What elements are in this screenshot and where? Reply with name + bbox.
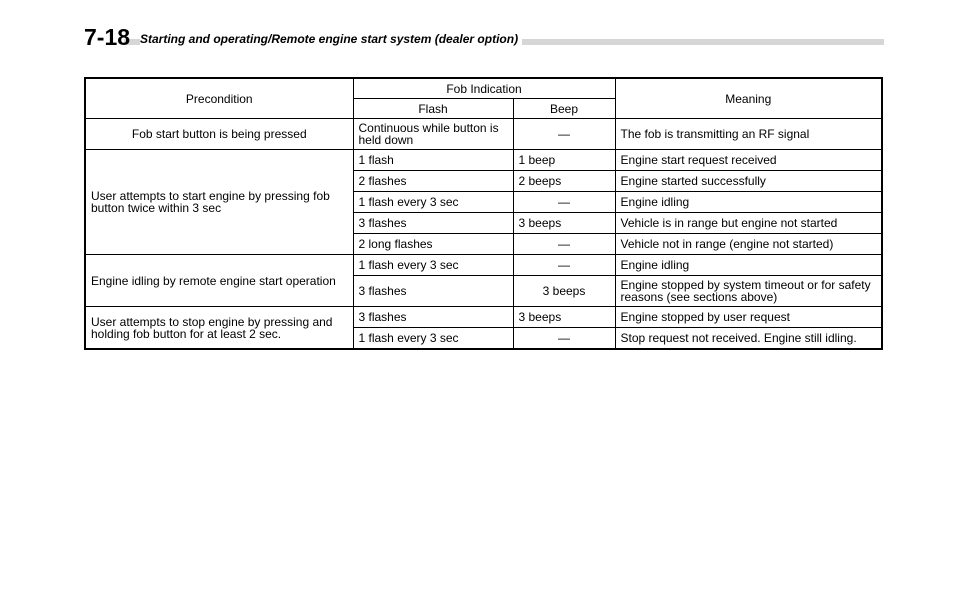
flash-cell: 3 flashes <box>353 307 513 328</box>
beep-cell: — <box>513 328 615 350</box>
beep-cell: — <box>513 255 615 276</box>
beep-cell: — <box>513 119 615 150</box>
header-precondition: Precondition <box>85 78 353 119</box>
fob-indication-table <box>84 77 883 350</box>
page-number: 7-18 <box>84 24 131 50</box>
beep-cell: — <box>513 234 615 255</box>
flash-cell: 3 flashes <box>353 213 513 234</box>
flash-cell: 1 flash every 3 sec <box>353 192 513 213</box>
page-header <box>84 24 884 50</box>
meaning-cell: Engine idling <box>615 255 882 276</box>
beep-cell: 2 beeps <box>513 171 615 192</box>
table-row <box>85 255 882 276</box>
table-row <box>85 150 882 171</box>
header-beep: Beep <box>513 99 615 119</box>
precondition-cell: User attempts to stop engine by pressing and holding fob button for at least 2 sec. <box>85 307 353 350</box>
table-row <box>85 307 882 328</box>
meaning-cell: Engine start request received <box>615 150 882 171</box>
flash-cell: Continuous while button is held down <box>353 119 513 150</box>
meaning-cell: The fob is transmitting an RF signal <box>615 119 882 150</box>
meaning-cell: Stop request not received. Engine still idling. <box>615 328 882 350</box>
meaning-cell: Engine stopped by system timeout or for safety reasons (see sections above) <box>615 276 882 307</box>
precondition-cell: Fob start button is being pressed <box>85 119 353 150</box>
meaning-cell: Vehicle is in range but engine not started <box>615 213 882 234</box>
flash-cell: 1 flash <box>353 150 513 171</box>
flash-cell: 1 flash every 3 sec <box>353 255 513 276</box>
header-meaning: Meaning <box>615 78 882 119</box>
flash-cell: 1 flash every 3 sec <box>353 328 513 350</box>
flash-cell: 2 long flashes <box>353 234 513 255</box>
meaning-cell: Engine started successfully <box>615 171 882 192</box>
header-fob-indication: Fob Indication <box>353 78 615 99</box>
meaning-cell: Engine stopped by user request <box>615 307 882 328</box>
meaning-cell: Engine idling <box>615 192 882 213</box>
beep-cell: — <box>513 192 615 213</box>
flash-cell: 3 flashes <box>353 276 513 307</box>
precondition-cell: Engine idling by remote engine start operation <box>85 255 353 307</box>
flash-cell: 2 flashes <box>353 171 513 192</box>
section-title: Starting and operating/Remote engine start system (dealer option) <box>140 32 522 46</box>
precondition-cell: User attempts to start engine by pressing fob button twice within 3 sec <box>85 150 353 255</box>
beep-cell: 3 beeps <box>513 213 615 234</box>
beep-cell: 3 beeps <box>513 307 615 328</box>
beep-cell: 1 beep <box>513 150 615 171</box>
header-flash: Flash <box>353 99 513 119</box>
table-row <box>85 119 882 150</box>
meaning-cell: Vehicle not in range (engine not started) <box>615 234 882 255</box>
beep-cell: 3 beeps <box>513 276 615 307</box>
